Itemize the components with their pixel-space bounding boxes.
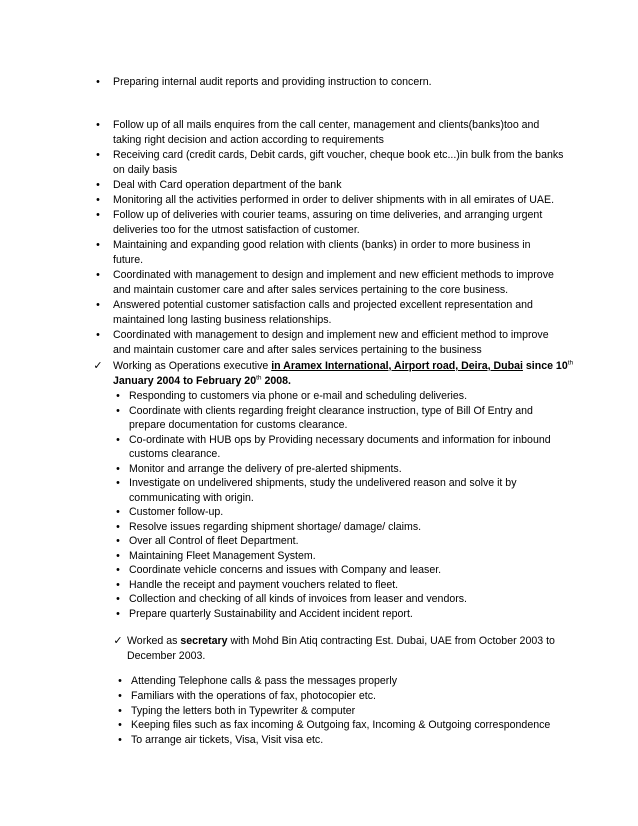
list-item-text: Prepare quarterly Sustainability and Accident incident report. bbox=[129, 607, 413, 620]
list-item-text: Monitor and arrange the delivery of pre-alerted shipments. bbox=[129, 462, 402, 475]
list-item bbox=[91, 328, 561, 358]
list-item bbox=[113, 733, 573, 748]
bullet-icon: • bbox=[96, 269, 100, 281]
role-name: secretary bbox=[180, 635, 228, 647]
list-item-text: Responding to customers via phone or e-mail and scheduling deliveries. bbox=[129, 390, 468, 402]
bullet-icon: • bbox=[116, 404, 120, 417]
list-item-text: deliveries too for the utmost satisfaction of customer. bbox=[113, 224, 360, 236]
list-item bbox=[111, 578, 571, 593]
bullet-icon: • bbox=[116, 433, 120, 446]
list-item bbox=[111, 505, 571, 520]
list-item bbox=[91, 193, 561, 208]
list-item-text: Answered potential customer satisfaction calls and projected excellent representation and bbox=[113, 299, 533, 311]
duties-list-2 bbox=[91, 118, 564, 358]
list-item bbox=[113, 689, 573, 704]
list-item-text: and maintain customer care and after sales services pertaining to the business bbox=[113, 344, 482, 356]
bullet-icon: • bbox=[96, 209, 100, 221]
aramex-duties-list bbox=[111, 389, 571, 621]
list-item bbox=[111, 433, 571, 462]
list-item-text: Keeping files such as fax incoming & Outgoing fax, Incoming & Outgoing correspondence bbox=[131, 719, 551, 732]
list-item-text: maintained long lasting business relationships. bbox=[113, 314, 332, 326]
list-item-text: on daily basis bbox=[113, 164, 178, 176]
job-period: January 2004 to February 20th 2008. bbox=[113, 374, 291, 387]
bullet-icon: • bbox=[96, 179, 100, 191]
list-item-text: Typing the letters both in Typewriter & computer bbox=[131, 704, 356, 717]
bullet-icon: • bbox=[116, 477, 120, 489]
list-item bbox=[113, 704, 573, 719]
bullet-icon: • bbox=[116, 520, 120, 533]
bullet-icon: • bbox=[118, 704, 122, 717]
job-secretary bbox=[111, 634, 571, 664]
list-item bbox=[91, 148, 564, 178]
list-item bbox=[111, 520, 571, 535]
list-item bbox=[91, 238, 561, 268]
checkmark-icon: ✓ bbox=[113, 635, 123, 647]
list-item bbox=[111, 534, 571, 549]
list-item bbox=[111, 389, 571, 404]
bullet-icon: • bbox=[116, 390, 120, 402]
list-item-text: Collection and checking of all kinds of invoices from leaser and vendors. bbox=[129, 593, 468, 605]
job-title-line: Worked as secretary with Mohd Bin Atiq contracting Est. Dubai, UAE from October 2003 to bbox=[127, 635, 555, 647]
bullet-icon: • bbox=[118, 719, 122, 732]
job-period: December 2003. bbox=[127, 650, 206, 662]
bullet-icon: • bbox=[116, 607, 120, 620]
bullet-icon: • bbox=[96, 329, 100, 341]
list-item bbox=[111, 549, 571, 564]
list-item bbox=[111, 404, 571, 433]
bullet-icon: • bbox=[96, 119, 100, 131]
list-item-text: Preparing internal audit reports and providing instruction to concern. bbox=[113, 76, 432, 88]
bullet-icon: • bbox=[116, 593, 120, 605]
list-item bbox=[91, 298, 561, 328]
list-item-text: Monitoring all the activities performed in order to deliver shipments with in all emirates of UAE. bbox=[113, 194, 555, 206]
list-item-text: Handle the receipt and payment vouchers related to fleet. bbox=[129, 578, 399, 591]
bullet-icon: • bbox=[96, 76, 100, 88]
job-title-line: Working as Operations executive in Aramex International, Airport road, Deira, Dubai since 10th bbox=[113, 359, 574, 372]
list-item-text: Familiars with the operations of fax, photocopier etc. bbox=[131, 689, 376, 702]
bullet-icon: • bbox=[116, 506, 120, 518]
bullet-icon: • bbox=[116, 462, 120, 475]
duties-list-1 bbox=[91, 75, 551, 90]
list-item-text: and maintain customer care and after sales services pertaining to the core business. bbox=[113, 284, 509, 296]
list-item-text: Customer follow-up. bbox=[129, 506, 224, 518]
list-item bbox=[111, 462, 571, 477]
list-item-text: future. bbox=[113, 254, 144, 266]
list-item-text: Coordinate with clients regarding freight clearance instruction, type of Bill Of Entry and bbox=[129, 404, 533, 417]
bullet-icon: • bbox=[116, 564, 120, 576]
list-item bbox=[91, 178, 561, 193]
list-item bbox=[111, 607, 571, 622]
list-item bbox=[91, 75, 551, 90]
bullet-icon: • bbox=[96, 239, 100, 251]
bullet-icon: • bbox=[96, 149, 100, 161]
bullet-icon: • bbox=[116, 578, 120, 591]
list-item-text: customs clearance. bbox=[129, 448, 221, 460]
bullet-icon: • bbox=[96, 194, 100, 206]
job-aramex bbox=[91, 359, 574, 389]
list-item bbox=[113, 674, 573, 689]
bullet-icon: • bbox=[118, 734, 122, 747]
list-item-text: prepare documentation for customs clearance. bbox=[129, 419, 348, 431]
list-item-text: Receiving card (credit cards, Debit cards, gift voucher, cheque book etc...)in bulk from the banks bbox=[113, 149, 564, 161]
list-item bbox=[111, 476, 571, 505]
list-item-text: Coordinate vehicle concerns and issues with Company and leaser. bbox=[129, 564, 442, 576]
list-item-text: Investigate on undelivered shipments, study the undelivered reason and solve it by bbox=[129, 477, 517, 489]
list-item-text: To arrange air tickets, Visa, Visit visa etc. bbox=[131, 734, 324, 747]
secretary-duties-list bbox=[113, 674, 573, 748]
list-item bbox=[111, 563, 571, 578]
bullet-icon: • bbox=[96, 299, 100, 311]
list-item-text: Coordinated with management to design and implement new and efficient method to improve bbox=[113, 329, 549, 341]
company-name: in Aramex International, Airport road, Deira, Dubai bbox=[271, 360, 523, 372]
list-item bbox=[91, 268, 561, 298]
list-item-text: Co-ordinate with HUB ops by Providing necessary documents and information for inbound bbox=[129, 433, 551, 446]
list-item-text: Maintaining Fleet Management System. bbox=[129, 549, 316, 562]
list-item bbox=[91, 208, 561, 238]
list-item-text: Maintaining and expanding good relation with clients (banks) in order to more business in bbox=[113, 239, 531, 251]
list-item-text: taking right decision and action according to requirements bbox=[113, 134, 384, 146]
list-item-text: communicating with origin. bbox=[129, 491, 254, 504]
list-item-text: Coordinated with management to design and implement and new efficient methods to improve bbox=[113, 269, 554, 281]
list-item bbox=[91, 118, 561, 148]
list-item-text: Follow up of all mails enquires from the call center, management and clients(banks)too and bbox=[113, 119, 540, 131]
list-item bbox=[111, 592, 571, 607]
bullet-icon: • bbox=[118, 675, 122, 687]
checkmark-icon: ✓ bbox=[93, 360, 103, 372]
list-item-text: Deal with Card operation department of the bank bbox=[113, 179, 342, 191]
list-item-text: Over all Control of fleet Department. bbox=[129, 535, 299, 547]
bullet-icon: • bbox=[116, 535, 120, 547]
list-item-text: Follow up of deliveries with courier teams, assuring on time deliveries, and arranging urgent bbox=[113, 209, 543, 221]
list-item-text: Attending Telephone calls & pass the messages properly bbox=[131, 675, 397, 687]
list-item-text: Resolve issues regarding shipment shortage/ damage/ claims. bbox=[129, 520, 422, 533]
list-item bbox=[113, 718, 573, 733]
bullet-icon: • bbox=[118, 689, 122, 702]
bullet-icon: • bbox=[116, 549, 120, 562]
